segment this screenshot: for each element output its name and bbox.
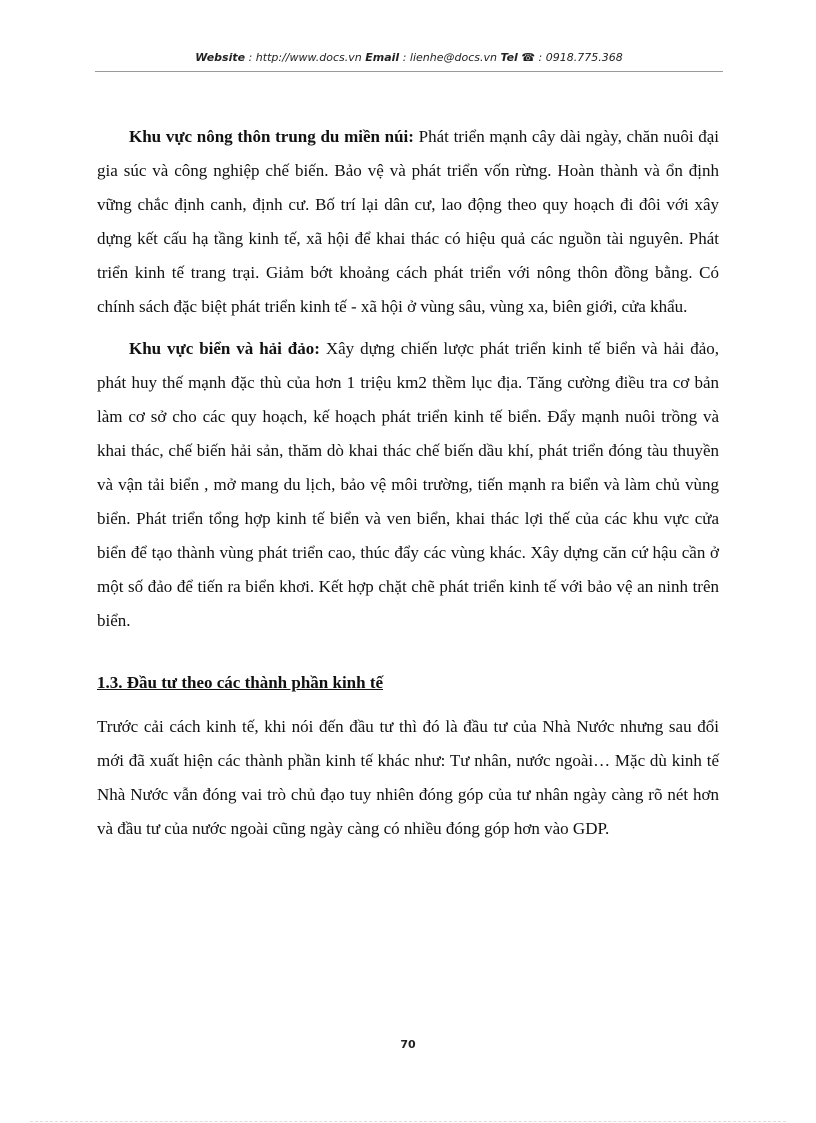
- paragraph-mountain-region: [97, 120, 719, 324]
- page-number: 70: [400, 1038, 416, 1051]
- document-body: [97, 120, 719, 846]
- paragraph-lead: Khu vực nông thôn trung du miền núi:: [129, 127, 414, 146]
- paragraph-text: Phát triển mạnh cây dài ngày, chăn nuôi đại gia súc và công nghiệp chế biến. Bảo vệ và phát triển vốn rừng. Hoàn thành và ổn định vững chắc định canh, định cư. Bố trí lại dân cư, lao động theo quy hoạch đi đôi với xây dựng kết cấu hạ tầng kinh tế, xã hội để khai thác có hiệu quả các nguồn tài nguyên. Phát triển kinh tế trang trại. Giảm bớt khoảng cách phát triển với nông thôn đồng bằng. Có chính sách đặc biệt phát triển kinh tế - xã hội ở vùng sâu, vùng xa, biên giới, cửa khẩu.: [97, 127, 720, 316]
- website-label: Website: [195, 51, 246, 64]
- paragraph-text: Xây dựng chiến lược phát triển kinh tế biển và hải đảo, phát huy thế mạnh đặc thù của hơn 1 triệu km2 thềm lục địa. Tăng cường điều tra cơ bản làm cơ sở cho các quy hoạch, kế hoạch phát triển kinh tế biển. Đẩy mạnh nuôi trồng và khai thác, chế biến hải sản, thăm dò khai thác chế biến dầu khí, phát triển đóng tàu thuyền và vận tải biển , mở mang du lịch, bảo vệ môi trường, tiến mạnh ra biển và làm chủ vùng biển. Phát triển tổng hợp kinh tế biển và ven biển, khai thác lợi thế của các khu vực cửa biển để tạo thành vùng phát triển cao, thúc đẩy các vùng khác. Xây dựng căn cứ hậu cần ở một số đảo để tiến ra biển khơi. Kết hợp chặt chẽ phát triển kinh tế với bảo vệ an ninh trên biển.: [97, 339, 719, 630]
- email-label: Email: [365, 51, 400, 64]
- email-address[interactable]: : lienhe@docs.vn: [399, 51, 501, 64]
- phone-icon: ☎: [521, 51, 536, 64]
- page-header: [95, 50, 723, 66]
- footer-divider: [30, 1121, 786, 1122]
- tel-label: Tel: [500, 51, 518, 64]
- phone-number: : 0918.775.368: [535, 51, 623, 64]
- section-paragraph: Trước cải cách kinh tế, khi nói đến đầu tư thì đó là đầu tư của Nhà Nước nhưng sau đổi mới đã xuất hiện các thành phần kinh tế khác như: Tư nhân, nước ngoài… Mặc dù kinh tế Nhà Nước vẫn đóng vai trò chủ đạo tuy nhiên đóng góp của tư nhân ngày càng rõ nét hơn và đầu tư của nước ngoài cũng ngày càng có nhiều đóng góp hơn vào GDP.: [97, 717, 719, 838]
- paragraph-lead: Khu vực biển và hải đảo:: [129, 339, 320, 358]
- section-heading: 1.3. Đầu tư theo các thành phần kinh tế: [97, 673, 384, 692]
- header-divider: [95, 71, 723, 72]
- paragraph-sea-region: [97, 332, 719, 638]
- website-url[interactable]: : http://www.docs.vn: [245, 51, 366, 64]
